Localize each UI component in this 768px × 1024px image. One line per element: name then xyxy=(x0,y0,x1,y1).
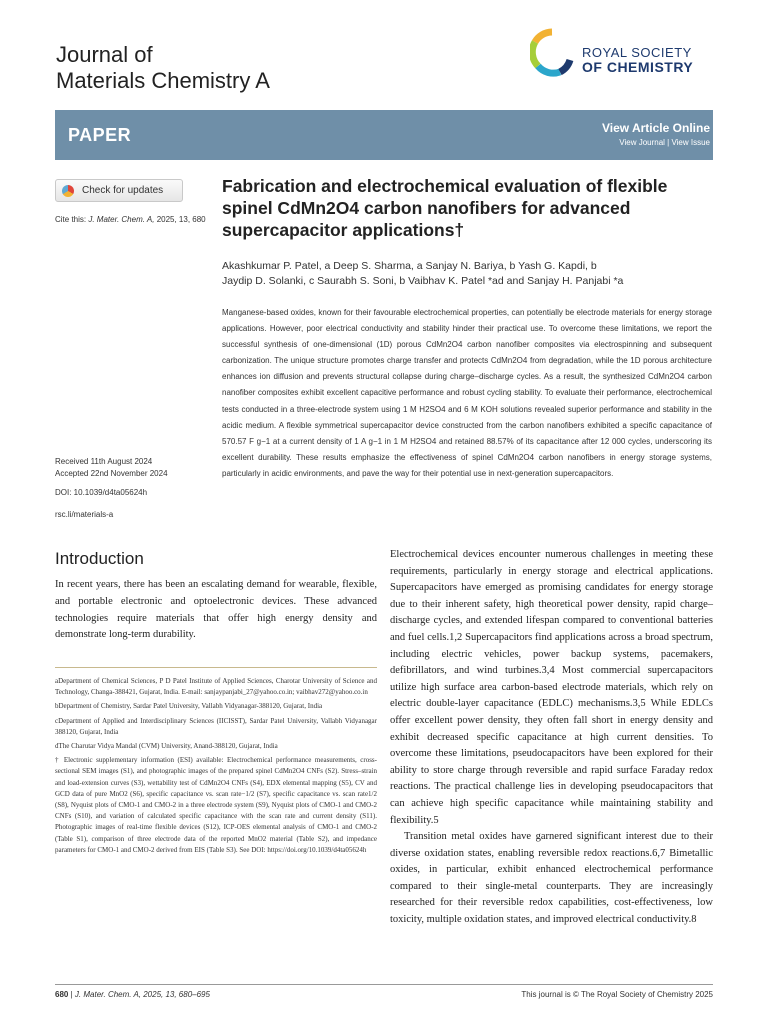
crossmark-icon xyxy=(62,185,74,197)
body-paragraph: Transition metal oxides have garnered significant interest due to their diverse oxidation states, enabling reversible redox reactions.6,7 Bimetallic oxides, in particular, exhibit enhanced electrochemical performance compared to their single-metal counterparts. They are increasingly researched for their reversible redox capabilities, cost-effectiveness, low toxicity, multiple oxidation states, and improved electrical conductivity.8 xyxy=(390,831,713,926)
footnotes xyxy=(55,676,377,859)
footnote-divider xyxy=(55,667,377,668)
body-right-column xyxy=(390,547,713,929)
footer-page-number: 680 xyxy=(55,990,69,999)
affiliation-d: dThe Charutar Vidya Mandal (CVM) University, Anand-388120, Gujarat, India xyxy=(55,742,278,751)
footer-journal-citation: J. Mater. Chem. A, 2025, 13, 680–695 xyxy=(74,990,210,999)
doi[interactable]: DOI: 10.1039/d4ta05624h xyxy=(55,488,148,497)
cite-prefix: Cite this: xyxy=(55,215,87,224)
check-for-updates-label: Check for updates xyxy=(82,185,164,196)
view-journal-issue-links[interactable]: View Journal | View Issue xyxy=(619,138,710,147)
introduction-heading: Introduction xyxy=(55,549,144,568)
cite-journal: J. Mater. Chem. A, xyxy=(88,215,155,224)
received-date: Received 11th August 2024 xyxy=(55,457,153,466)
affiliation-b: bDepartment of Chemistry, Sardar Patel University, Vallabh Vidyanagar-388120, Gujarat, India xyxy=(55,702,323,711)
journal-title xyxy=(56,42,270,94)
publisher-line2: OF CHEMISTRY xyxy=(582,59,694,75)
check-for-updates-button[interactable] xyxy=(55,179,183,202)
accepted-date: Accepted 22nd November 2024 xyxy=(55,469,168,478)
article-title: Fabrication and electrochemical evaluation of flexible spinel CdMn2O4 carbon nanofibers for advanced supercapacitor applications† xyxy=(222,176,668,240)
affiliation-a: aDepartment of Chemical Sciences, P D Patel Institute of Applied Sciences, Charotar University of Science and Technology, Changa-388421, Gujarat, India. E-mail: sanjaypanjabi_27@yahoo.co.in; vaibhav272@yahoo.co.in xyxy=(55,677,377,697)
esi-note: † Electronic supplementary information (ESI) available: Electrochemical performance measurements, cross-sectional SEM images (S1), and photographic images of the prepared spinel CdMn2O4 CNFs (S2). Stress–strain and load-extension curves (S3), wettability test of CdMn2O4 CNFs (S4), EDX elemental mapping (S5), CV and GCD data of pure MnO2 (S6), specific capacitance vs. scan rate−1/2 (S7), specific capacitance vs. scan rate1/2 (S8), Nyquist plots of CMO-1 and CMO-2 in a three electrode system (S9), Nyquist plots of CMO-1 and CMO-2 CNFs (S10), and variation of calculated specific capacitance with the scan rate and current density (S11). Photographic images of real-time flexible devices (S12), ICP-OES elemental analysis of CMO-1 and CMO-2 (Table S1), comparison of three electrode data of the reported MnO2 material (Table S2), and impedance parameters for CMO-1 and CMO-2 derived from EIS (Table S3). See DOI: https://doi.org/10.1039/d4ta05624h xyxy=(55,756,377,854)
footer-separator: | xyxy=(70,990,75,999)
authors-line1: Akashkumar P. Patel, a Deep S. Sharma, a Sanjay N. Bariya, b Yash G. Kapdi, b xyxy=(222,260,597,272)
article-type-label: PAPER xyxy=(68,125,132,145)
journal-title-line2: Materials Chemistry A xyxy=(56,68,270,93)
affiliation-c: cDepartment of Applied and Interdisciplinary Sciences (IICISST), Sardar Patel University, Vallabh Vidyanagar 388120, Gujarat, India xyxy=(55,716,377,736)
introduction-paragraph: In recent years, there has been an escalating demand for wearable, flexible, and portable electronic and optoelectronic devices. These advanced technologies require materials that offer high energy density and demonstrate long-term durability. xyxy=(55,579,377,641)
cite-rest: 2025, 13, 680 xyxy=(156,215,206,224)
footer-copyright: This journal is © The Royal Society of Chemistry 2025 xyxy=(521,990,713,999)
abstract: Manganese-based oxides, known for their favourable electrochemical properties, can potentially be electrode materials for energy storage applications. However, poor electrical conductivity and stability hinder their practical use. To overcome these limitations, we report the successful synthesis of one-dimensional (1D) porous CdMn2O4 carbon nanofiber composites via electrospinning and subsequent carbonization. The unique structure promotes charge transfer and protects CdMn2O4 from degradation, while the 1D porous architecture enhances ion diffusion and prevents structural collapse during charge–discharge cycles. As a result, the synthesized CdMn2O4 carbon nanofiber composites exhibit excellent capacitive performance and robust cycling stability. To evaluate their performance, electrochemical tests conducted in a three-electrode system using 1 M H2SO4 and 6 M KOH solutions revealed superior performance and stability in the acidic medium. A flexible symmetrical supercapacitor device constructed from the carbon nanofibers exhibited a specific capacitance of 570.57 F g−1 at a current density of 1 A g−1 in 1 M H2SO4 and retained 88.57% of its capacitance after 12 000 cycles, underscoring its excellent durability. These results emphasize the effectiveness of spinel CdMn2O4 carbon nanofibers in energy storage systems, particularly in acidic environments, and pave the way for their potential use in next-generation supercapacitors. xyxy=(222,308,712,478)
publisher-line1: ROYAL SOCIETY xyxy=(582,45,692,60)
footer-divider xyxy=(55,984,713,985)
view-article-online-link[interactable]: View Article Online xyxy=(601,121,710,135)
article-dates xyxy=(55,456,168,480)
journal-short-link[interactable]: rsc.li/materials-a xyxy=(55,510,114,519)
citation-info xyxy=(55,215,215,225)
authors-line2: Jaydip D. Solanki, c Saurabh S. Soni, b Vaibhav K. Patel *ad and Sanjay H. Panjabi *a xyxy=(222,275,624,287)
body-paragraph: Electrochemical devices encounter numerous challenges in meeting these requirements, particularly in energy storage and electrical applications. Supercapacitors have emerged as promising candidates for energy storage due to their inherent safety, high theoretical power density, rapid charge–discharge cycles, and extended lifespan compared to conventional batteries and fuel cells.1,2 Supercapacitors find applications across a broad spectrum, including electric vehicles, power backup systems, pacemakers, defibrillators, and wind turbines.3,4 Most commercial supercapacitors utilize high surface area carbon-based electrode materials, which rely on electric double-layer capacitance (EDLC) mechanisms.3,5 While EDLCs offer excellent power density, they often fall short in energy density and exhibit decreased specific capacitance at high current densities. To overcome these limitations, pseudocapacitors have been explored for their ability to store charge through reversible and rapid surface Faraday redox reactions. The practical challenge lies in developing pseudocapacitors that can achieve high specific capacitance while maintaining stability and flexibility.5 xyxy=(390,549,713,826)
publisher-name xyxy=(582,45,693,75)
rsc-logo-icon xyxy=(530,28,574,78)
article-type-banner xyxy=(55,110,713,160)
author-list xyxy=(222,259,722,289)
journal-title-line1: Journal of xyxy=(56,42,153,67)
footer-citation xyxy=(55,990,210,999)
